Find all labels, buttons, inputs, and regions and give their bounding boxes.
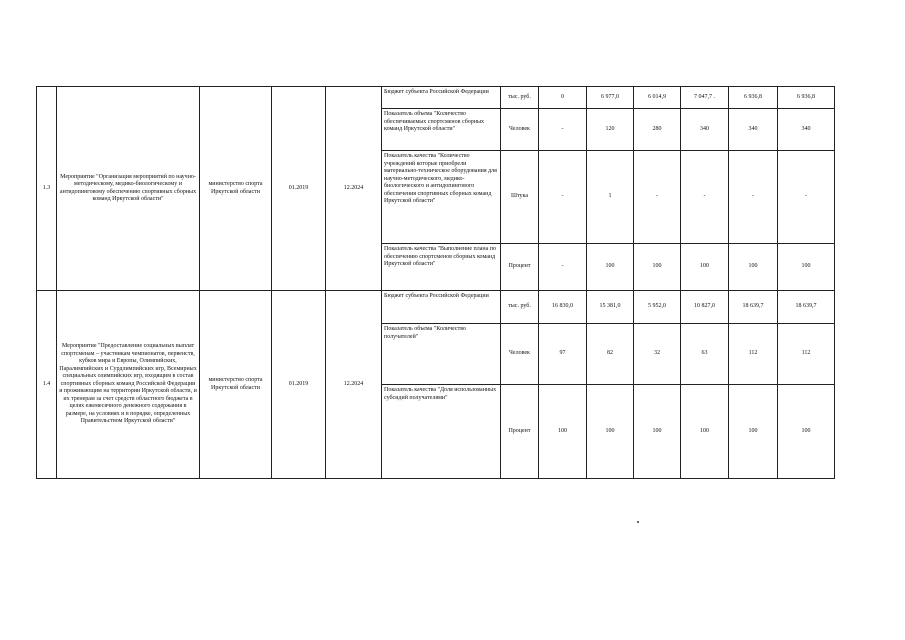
indicator-name: Показатель качества "Доля использованных субсидий получателями": [382, 385, 501, 479]
scan-speck: [637, 521, 639, 523]
indicator-name: Бюджет субъекта Российской Федерации: [382, 291, 501, 324]
value-cell: 18 639,7: [778, 291, 835, 324]
value-cell: 280: [634, 109, 681, 151]
value-cell: -: [778, 151, 835, 244]
start-date: 01.2019: [272, 87, 326, 291]
unit: Человек: [501, 109, 539, 151]
value-cell: 6 014,9: [634, 87, 681, 109]
indicator-name: Бюджет субъекта Российской Федерации: [382, 87, 501, 109]
value-cell: 100: [681, 385, 729, 479]
value-cell: 112: [778, 324, 835, 385]
table-row: [37, 291, 835, 324]
unit: Штука: [501, 151, 539, 244]
executor: министерство спорта Иркутской области: [200, 291, 272, 479]
value-cell: 120: [587, 109, 634, 151]
value-cell: -: [729, 151, 778, 244]
end-date: 12.2024: [326, 291, 382, 479]
start-date: 01.2019: [272, 291, 326, 479]
value-cell: 100: [681, 244, 729, 291]
value-cell: 100: [634, 385, 681, 479]
value-cell: 6 936,8: [778, 87, 835, 109]
value-cell: 63: [681, 324, 729, 385]
executor: министерство спорта Иркутской области: [200, 87, 272, 291]
value-cell: -: [681, 151, 729, 244]
value-cell: 100: [729, 244, 778, 291]
value-cell: 32: [634, 324, 681, 385]
value-cell: -: [539, 244, 587, 291]
table-row: [37, 87, 835, 109]
event-description: Мероприятие "Предоставление социальных выплат спортсменам – участникам чемпионатов, первенств, кубков мира и Европы, Олимпийских, Паралимпийских и Сурдлимпийских игр, Всемирных специальных олимпийских игр, входящим в состав спортивных сборных команд Российской Федерации и проживающим на территории Иркутской области, и их тренерам за счет средств областного бюджета в целях ежемесячного денежного содержания в размере, на условиях и в порядке, определенных Правительством Иркутской области": [57, 291, 200, 479]
value-cell: 112: [729, 324, 778, 385]
value-cell: 1: [587, 151, 634, 244]
value-cell: 100: [778, 244, 835, 291]
event-description: Мероприятие "Организация мероприятий по научно-методическому, медико-биологическому и антидопинговому обеспечению спортивных сборных команд Иркутской области": [57, 87, 200, 291]
indicator-name: Показатель объема "Количество получателей": [382, 324, 501, 385]
value-cell: -: [634, 151, 681, 244]
value-cell: 100: [778, 385, 835, 479]
value-cell: 340: [778, 109, 835, 151]
indicator-name: Показатель объема "Количество обеспечиваемых спортсменов сборных команд Иркутской области": [382, 109, 501, 151]
unit: Человек: [501, 324, 539, 385]
value-cell: 15 381,0: [587, 291, 634, 324]
unit: тыс. руб.: [501, 291, 539, 324]
value-cell: 16 830,0: [539, 291, 587, 324]
value-cell: 100: [587, 385, 634, 479]
value-cell: 0: [539, 87, 587, 109]
value-cell: -: [539, 109, 587, 151]
indicator-name: Показатель качества "Выполнение плана по обеспечению спортсменов сборных команд Иркутской области": [382, 244, 501, 291]
unit: Процент: [501, 385, 539, 479]
value-cell: 100: [587, 244, 634, 291]
unit: Процент: [501, 244, 539, 291]
value-cell: 100: [634, 244, 681, 291]
value-cell: 97: [539, 324, 587, 385]
indicator-name: Показатель качества "Количество учреждений которые приобрели материально-техническое оборудования для научно-методического, медико-биологического и антидопингового обеспечения спортивных сборных команд Иркутской области": [382, 151, 501, 244]
value-cell: 7 047,7 .: [681, 87, 729, 109]
value-cell: 5 952,0: [634, 291, 681, 324]
value-cell: -: [539, 151, 587, 244]
value-cell: 100: [539, 385, 587, 479]
value-cell: 82: [587, 324, 634, 385]
unit: тыс. руб.: [501, 87, 539, 109]
value-cell: 6 977,0: [587, 87, 634, 109]
row-number: 1.3: [37, 87, 57, 291]
end-date: 12.2024: [326, 87, 382, 291]
value-cell: 100: [729, 385, 778, 479]
value-cell: 18 639,7: [729, 291, 778, 324]
value-cell: 340: [729, 109, 778, 151]
value-cell: 340: [681, 109, 729, 151]
measures-table: [36, 86, 835, 479]
row-number: 1.4: [37, 291, 57, 479]
value-cell: 6 936,8: [729, 87, 778, 109]
value-cell: 10 827,0: [681, 291, 729, 324]
